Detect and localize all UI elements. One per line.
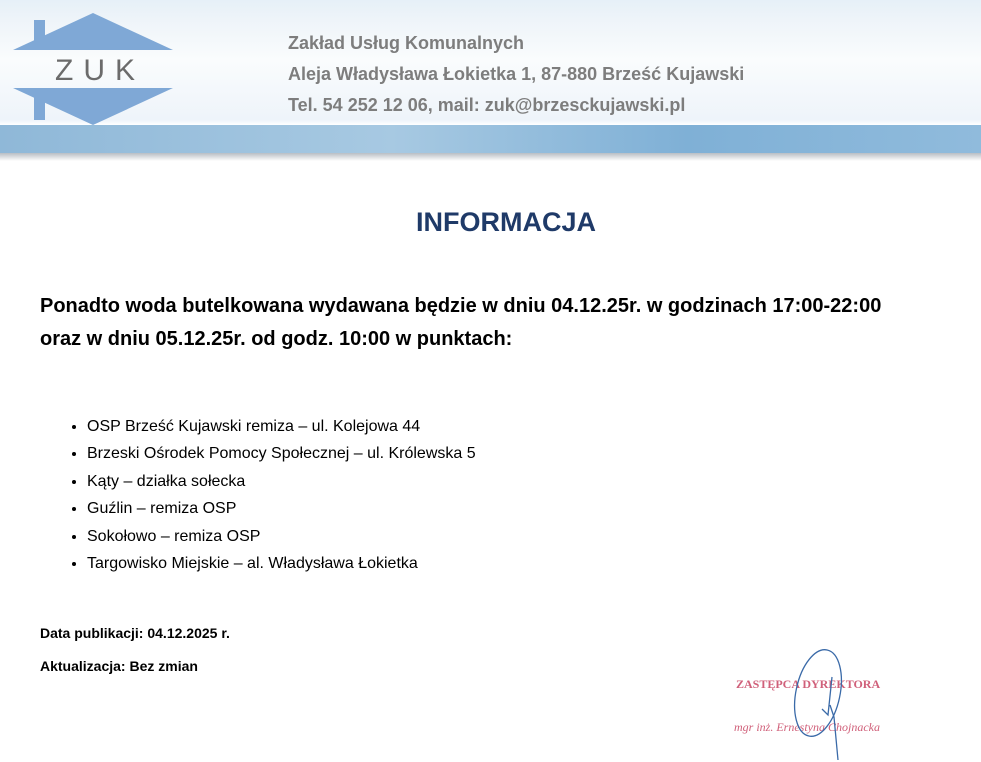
publication-date: Data publikacji: 04.12.2025 r. xyxy=(40,625,230,641)
list-item: • Kąty – działka sołecka xyxy=(87,468,476,495)
org-name: Zakład Usług Komunalnych xyxy=(288,33,525,53)
letterhead xyxy=(0,0,981,160)
list-item: • OSP Brześć Kujawski remiza – ul. Kolejowa 44 xyxy=(87,413,476,440)
distribution-points-list xyxy=(42,413,476,577)
handwritten-signature-icon xyxy=(730,645,981,762)
org-contact: Tel. 54 252 12 06, mail: zuk@brzesckujawski.pl xyxy=(288,95,686,115)
intro-line: Ponadto woda butelkowana wydawana będzie w dniu 04.12.25r. w godzinach 17:00-22:00 xyxy=(40,295,882,317)
signature-name: mgr inż. Ernestyna Chojnacka xyxy=(734,720,880,734)
logo-text: ZUK xyxy=(55,54,145,87)
org-address: Aleja Władysława Łokietka 1, 87-880 Brześć Kujawski xyxy=(288,64,745,84)
header-shadow xyxy=(0,153,981,161)
list-item: • Guźlin – remiza OSP xyxy=(87,495,476,522)
update-status: Aktualizacja: Bez zmian xyxy=(40,658,198,674)
header-wave xyxy=(0,125,981,153)
signature-stamp xyxy=(730,645,981,762)
signature-title: ZASTĘPCA DYREKTORA xyxy=(736,677,881,691)
list-item: • Brzeski Ośrodek Pomocy Społecznej – ul. Królewska 5 xyxy=(87,440,476,467)
page-title: INFORMACJA xyxy=(416,207,596,237)
list-item: • Sokołowo – remiza OSP xyxy=(87,523,476,550)
list-item: • Targowisko Miejskie – al. Władysława Łokietka xyxy=(87,550,476,577)
intro-line: oraz w dniu 05.12.25r. od godz. 10:00 w punktach: xyxy=(40,328,513,350)
intro-text xyxy=(40,290,881,356)
